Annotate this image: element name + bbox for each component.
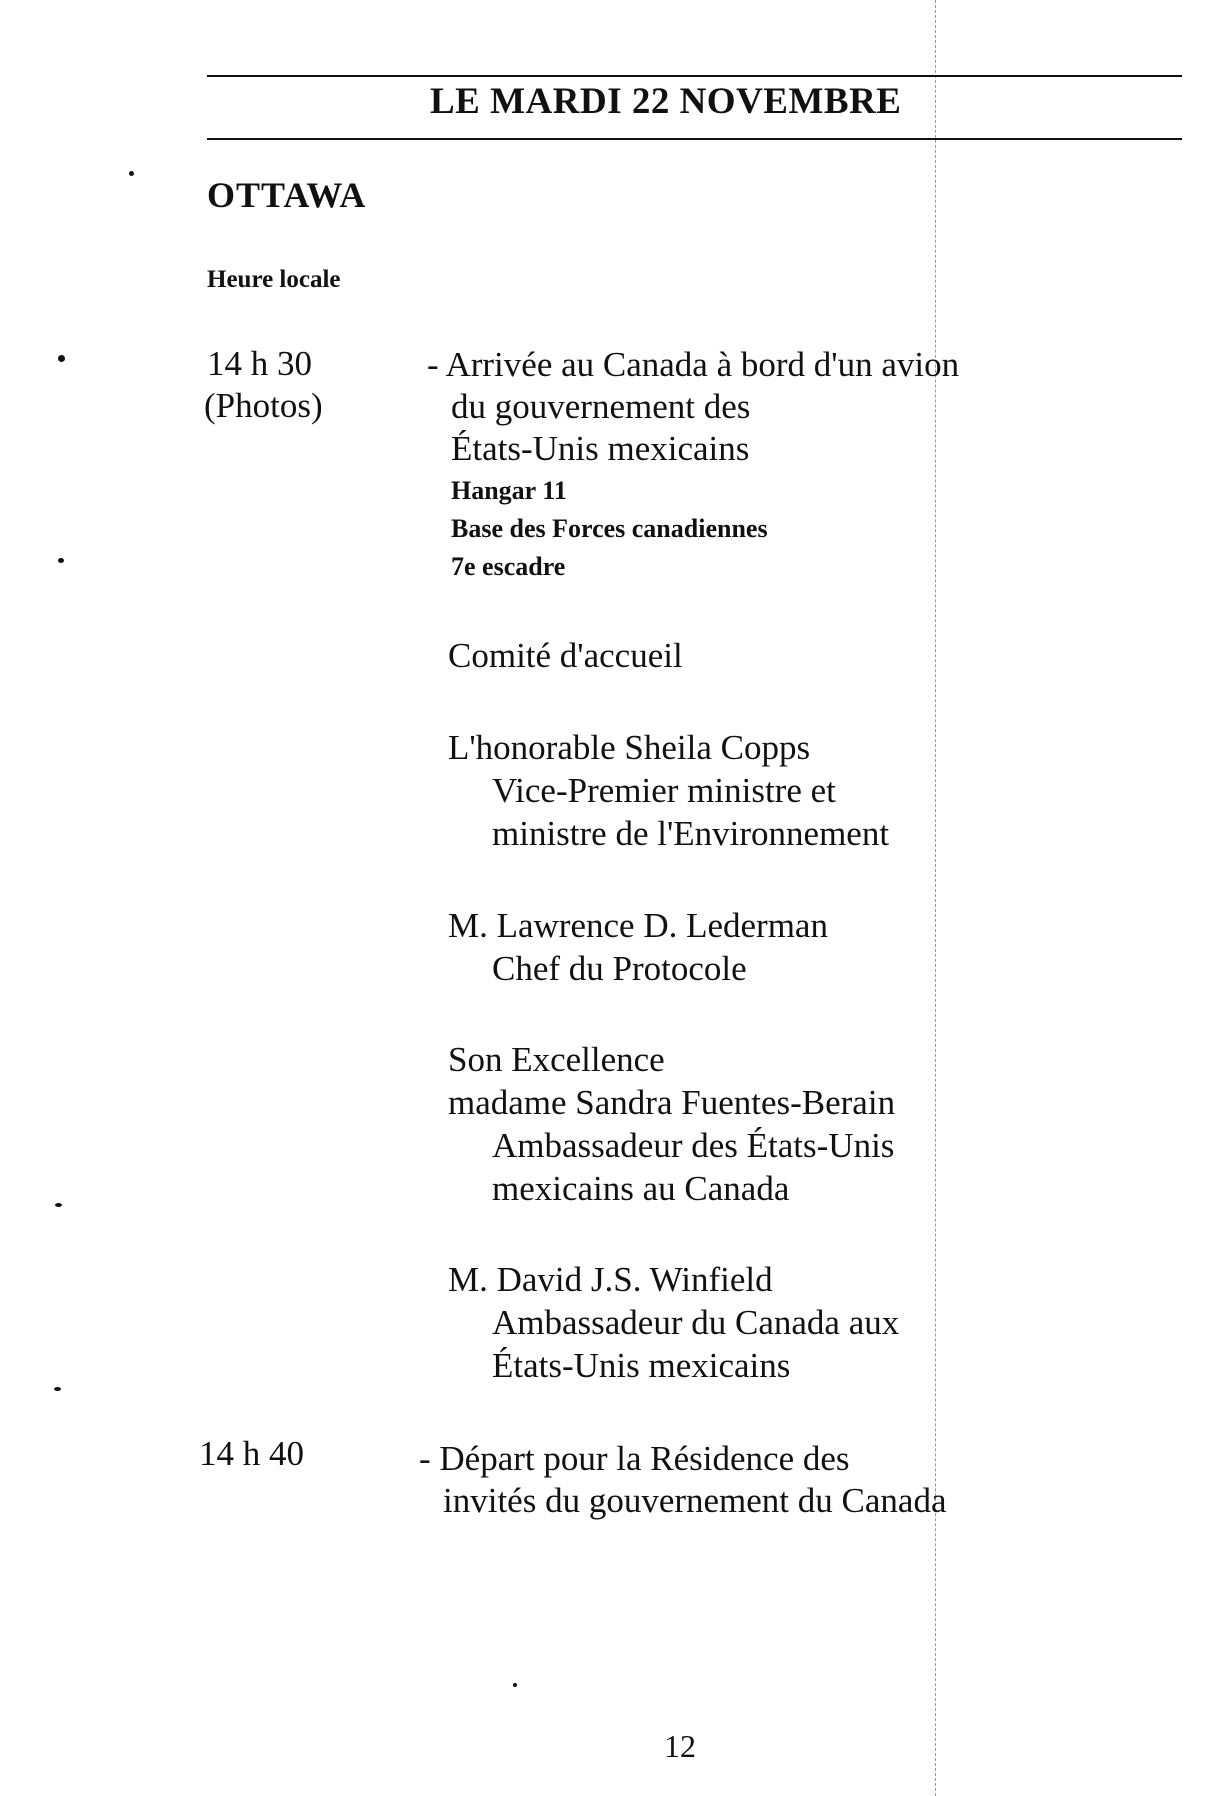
member-name: M. David J.S. Winfield (448, 1260, 773, 1299)
scan-speck (513, 1683, 517, 1687)
member-name: M. Lawrence D. Lederman (448, 906, 828, 945)
reception-member (448, 1038, 895, 1210)
event-note: (Photos) (204, 386, 323, 425)
header-top-rule (207, 75, 1182, 77)
event-place (427, 472, 959, 586)
member-name: Son Excellence (448, 1040, 665, 1079)
member-role: Chef du Protocole (492, 949, 747, 988)
member-name: madame Sandra Fuentes-Berain (448, 1083, 896, 1122)
header-bottom-rule (207, 138, 1182, 140)
reception-member (448, 904, 828, 990)
member-name: L'honorable Sheila Copps (448, 728, 811, 767)
member-role: ministre de l'Environnement (492, 814, 890, 853)
reception-member (448, 1258, 899, 1387)
reception-member (448, 726, 889, 855)
scan-speck (54, 1387, 61, 1391)
location-heading: OTTAWA (207, 175, 367, 215)
event-description (427, 344, 959, 586)
timezone-label: Heure locale (207, 266, 341, 293)
page-header: LE MARDI 22 NOVEMBRE (430, 81, 902, 122)
event-time: 14 h 30 (207, 344, 312, 383)
place-line: 7e escadre (451, 552, 566, 581)
event-line: États-Unis mexicains (451, 429, 750, 468)
place-line: Base des Forces canadiennes (451, 514, 768, 543)
event-line: invités du gouvernement du Canada (443, 1481, 947, 1520)
scan-speck (55, 1203, 62, 1207)
member-role: Vice-Premier ministre et (492, 771, 836, 810)
scan-speck (129, 171, 134, 176)
page-number: 12 (664, 1728, 696, 1764)
place-line: Hangar 11 (451, 476, 567, 505)
member-role: États-Unis mexicains (492, 1346, 791, 1385)
event-line: - Arrivée au Canada à bord d'un avion (427, 345, 960, 384)
member-role: Ambassadeur des États-Unis (492, 1126, 895, 1165)
event-line: du gouvernement des (451, 387, 751, 426)
member-role: Ambassadeur du Canada aux (492, 1303, 900, 1342)
scan-speck (58, 355, 65, 362)
event-line: - Départ pour la Résidence des (419, 1439, 850, 1478)
event-time: 14 h 40 (199, 1434, 304, 1473)
reception-title: Comité d'accueil (448, 636, 683, 675)
scan-speck (58, 558, 64, 563)
page-fold-line (935, 0, 936, 1796)
event-description (419, 1438, 946, 1522)
member-role: mexicains au Canada (492, 1169, 790, 1208)
